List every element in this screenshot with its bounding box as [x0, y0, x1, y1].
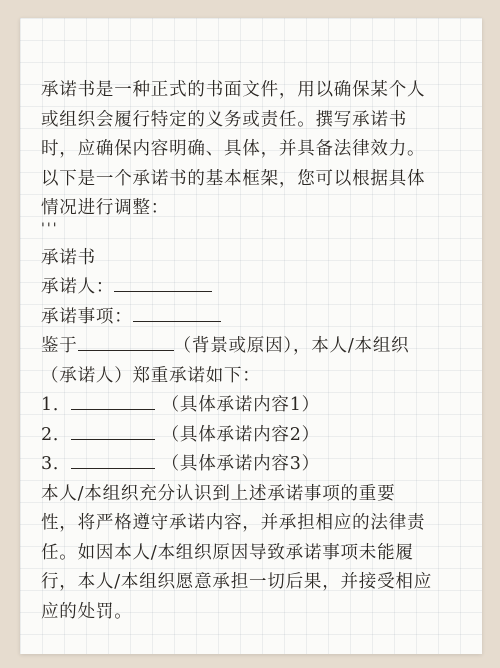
- code-fence-marker: ''': [41, 220, 59, 237]
- promisor-label: 承诺人：: [41, 277, 115, 297]
- closing-paragraph: [41, 480, 471, 628]
- intro-line: 以下是一个承诺书的基本框架，您可以根据具体: [41, 168, 426, 189]
- clause-line-2: （承诺人）郑重承诺如下：: [41, 365, 261, 386]
- clause-blank: [78, 332, 174, 351]
- paper-sheet: [20, 18, 482, 654]
- intro-line: 或组织会履行特定的义务或责任。撰写承诺书: [41, 109, 407, 130]
- intro-paragraph: [41, 76, 471, 224]
- commitment-item: [41, 391, 471, 421]
- item-blank: [71, 391, 155, 410]
- item-text: （具体承诺内容3）: [161, 454, 320, 474]
- commitment-item: [41, 450, 471, 480]
- clause-suffix: （背景或原因），本人/本组织: [173, 336, 410, 356]
- promisor-line: [41, 273, 471, 303]
- item-blank: [71, 421, 155, 440]
- clause-prefix: 鉴于: [41, 336, 78, 356]
- closing-line: 本人/本组织充分认识到上述承诺事项的重要: [41, 483, 396, 504]
- document-body: [41, 76, 471, 627]
- intro-line: 情况进行调整：: [41, 198, 170, 218]
- promisor-blank: [114, 273, 212, 292]
- intro-line: 时，应确保内容明确、具体，并具备法律效力。: [41, 139, 426, 159]
- item-number: 2．: [41, 424, 72, 445]
- closing-line: 性，将严格遵守承诺内容，并承担相应的法律责: [41, 513, 426, 533]
- matter-label: 承诺事项：: [41, 306, 133, 327]
- matter-line: [41, 303, 471, 333]
- closing-line: 任。如因本人/本组织原因导致承诺事项未能履: [41, 542, 414, 563]
- closing-line: 应的处罚。: [41, 601, 133, 622]
- item-text: （具体承诺内容2）: [161, 424, 320, 445]
- letter-title: 承诺书: [41, 247, 96, 268]
- matter-blank: [133, 303, 221, 322]
- item-blank: [71, 450, 155, 469]
- item-text: （具体承诺内容1）: [161, 395, 320, 415]
- intro-line: 承诺书是一种正式的书面文件，用以确保某个人: [41, 80, 426, 100]
- item-number: 3．: [41, 454, 72, 474]
- closing-line: 行，本人/本组织愿意承担一切后果，并接受相应: [41, 572, 432, 592]
- commitment-item: [41, 421, 471, 451]
- clause-line: [41, 332, 471, 362]
- item-number: 1．: [41, 395, 72, 415]
